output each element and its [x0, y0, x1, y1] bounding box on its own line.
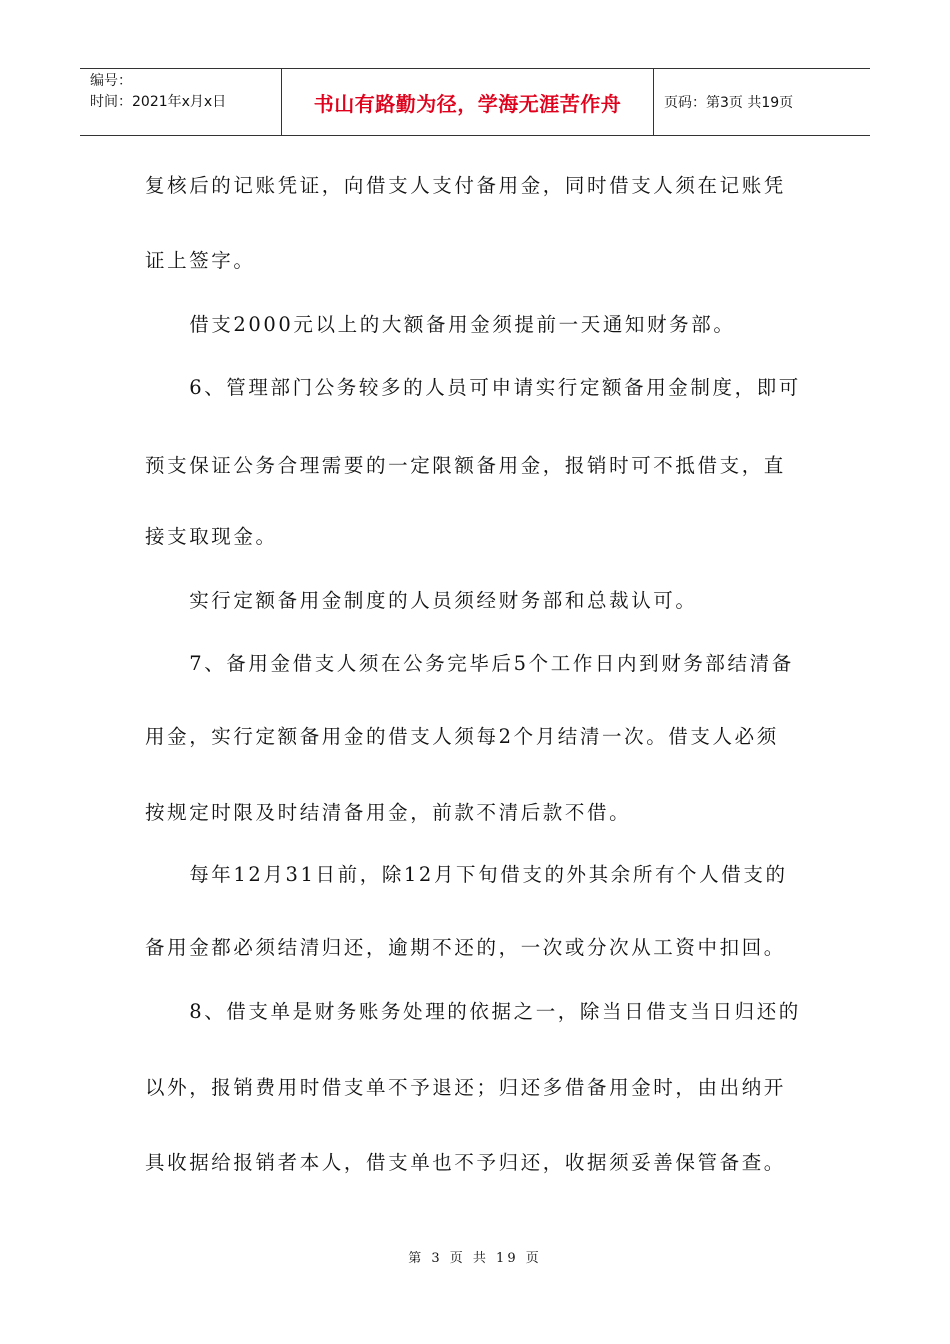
body-line: 接支取现金。: [145, 525, 278, 548]
body-line: 用金，实行定额备用金的借支人须每2个月结清一次。借支人必须: [145, 725, 779, 748]
body-line: 按规定时限及时结清备用金，前款不清后款不借。: [145, 801, 632, 824]
header-motto: 书山有路勤为径，学海无涯苦作舟: [282, 69, 654, 135]
body-line: 复核后的记账凭证，向借支人支付备用金，同时借支人须在记账凭: [145, 174, 786, 197]
header-meta: [80, 69, 282, 135]
body-line: 实行定额备用金制度的人员须经财务部和总裁认可。: [145, 589, 698, 612]
body-line: 7、备用金借支人须在公务完毕后5个工作日内到财务部结清备: [145, 652, 794, 675]
body-line: 每年12月31日前，除12月下旬借支的外其余所有个人借支的: [145, 863, 788, 886]
body-line: 具收据给报销者本人，借支单也不予归还，收据须妥善保管备查。: [145, 1151, 786, 1174]
body-line: 8、借支单是财务账务处理的依据之一，除当日借支当日归还的: [145, 1000, 801, 1023]
header-page-label: 页码：第3页 共19页: [664, 95, 794, 111]
document-date-label: 时间：2021年x月x日: [90, 94, 227, 110]
document-header: [80, 68, 870, 136]
document-number-label: 编号：: [90, 73, 132, 89]
body-line: 借支2000元以上的大额备用金须提前一天通知财务部。: [145, 313, 736, 336]
body-line: 预支保证公务合理需要的一定限额备用金，报销时可不抵借支，直: [145, 454, 786, 477]
page-footer: 第 3 页 共 19 页: [408, 1251, 542, 1266]
body-line: 6、管理部门公务较多的人员可申请实行定额备用金制度，即可: [145, 376, 801, 399]
body-line: 以外，报销费用时借支单不予退还；归还多借备用金时，由出纳开: [145, 1076, 786, 1099]
body-line: 证上签字。: [145, 249, 256, 272]
body-line: 备用金都必须结清归还，逾期不还的，一次或分次从工资中扣回。: [145, 936, 786, 959]
